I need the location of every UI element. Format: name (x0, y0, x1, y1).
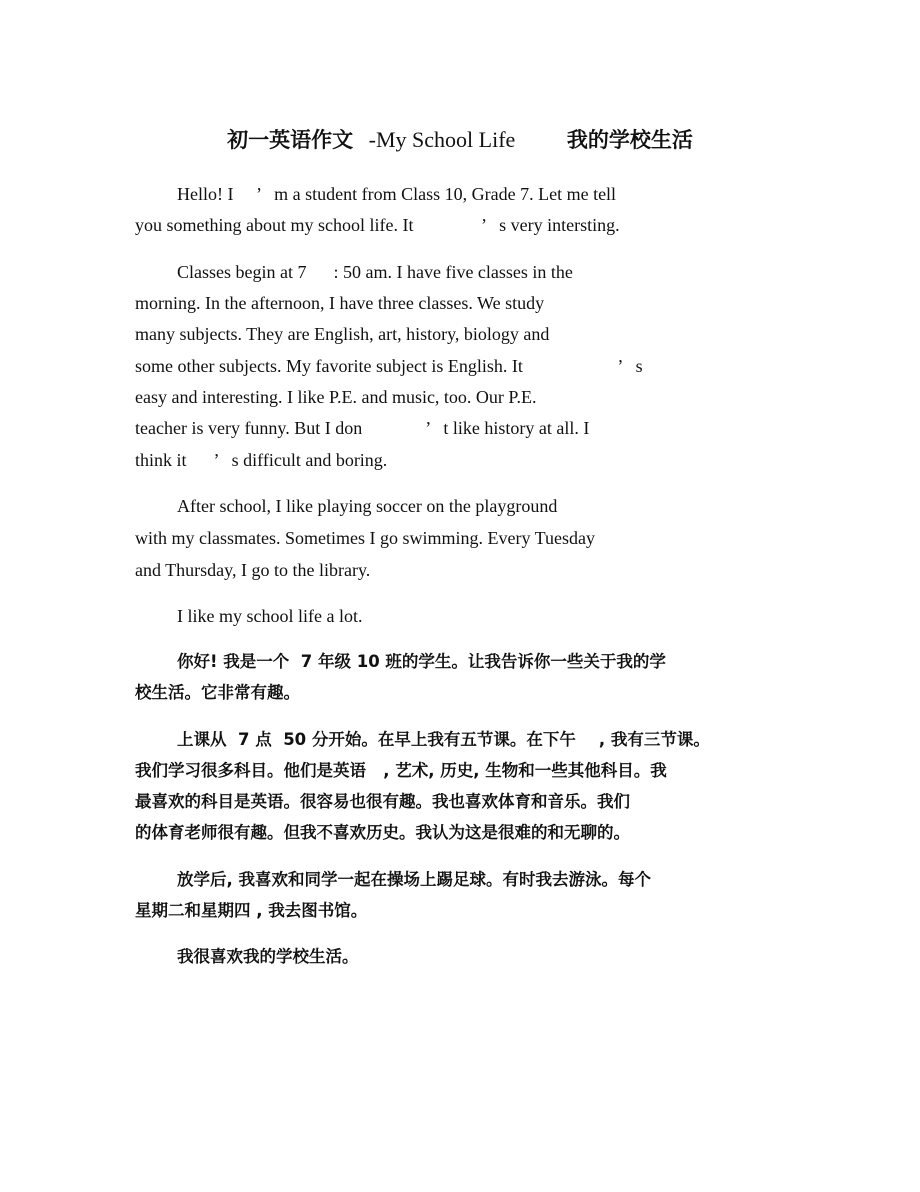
en-p3-line-2: with my classmates. Sometimes I go swimming. Every Tuesday (135, 528, 595, 548)
en-p2-line-2: morning. In the afternoon, I have three classes. We study (135, 293, 545, 313)
zh-p1-line-2: 校生活。它非常有趣。 (135, 683, 300, 702)
zh-p2-line-3: 最喜欢的科目是英语。很容易也很有趣。我也喜欢体育和音乐。我们 (135, 792, 630, 811)
en-p1-line-2: you something about my school life. It ’ s very intersting. (135, 215, 620, 235)
zh-p2-line-1: 上课从 7 点 50 分开始。在早上我有五节课。在下午 , 我有三节课。 (177, 730, 710, 749)
zh-p3-line-2: 星期二和星期四 , 我去图书馆。 (135, 901, 368, 920)
en-p3-line-1: After school, I like playing soccer on the playground (177, 496, 558, 516)
en-p2-line-1: Classes begin at 7 : 50 am. I have five classes in the (177, 262, 573, 282)
en-p2-line-3: many subjects. They are English, art, history, biology and (135, 324, 550, 344)
zh-p3-line-1: 放学后, 我喜欢和同学一起在操场上踢足球。有时我去游泳。每个 (177, 870, 652, 889)
en-p2-line-7: think it ’ s difficult and boring. (135, 450, 388, 470)
zh-p1-line-1: 你好! 我是一个 7 年级 10 班的学生。让我告诉你一些关于我的学 (177, 652, 666, 671)
document-title (0, 124, 920, 156)
title-english-heading: -My School Life (368, 127, 516, 152)
en-p3-line-3: and Thursday, I go to the library. (135, 560, 371, 580)
zh-p2-line-2: 我们学习很多科目。他们是英语 , 艺术, 历史, 生物和一些其他科目。我 (135, 761, 667, 780)
en-p4-line-1: I like my school life a lot. (177, 606, 363, 626)
title-chinese-heading: 初一英语作文 (227, 128, 354, 152)
title-chinese-subtitle: 我的学校生活 (566, 128, 693, 152)
en-p2-line-6: teacher is very funny. But I don ’ t like history at all. I (135, 418, 590, 438)
en-p1-line-1: Hello! I ’ m a student from Class 10, Grade 7. Let me tell (177, 184, 617, 204)
en-p2-line-4: some other subjects. My favorite subject is English. It ’ s (135, 356, 643, 376)
zh-p2-line-4: 的体育老师很有趣。但我不喜欢历史。我认为这是很难的和无聊的。 (135, 823, 630, 842)
zh-p4-line-1: 我很喜欢我的学校生活。 (177, 947, 359, 966)
en-p2-line-5: easy and interesting. I like P.E. and music, too. Our P.E. (135, 387, 537, 407)
